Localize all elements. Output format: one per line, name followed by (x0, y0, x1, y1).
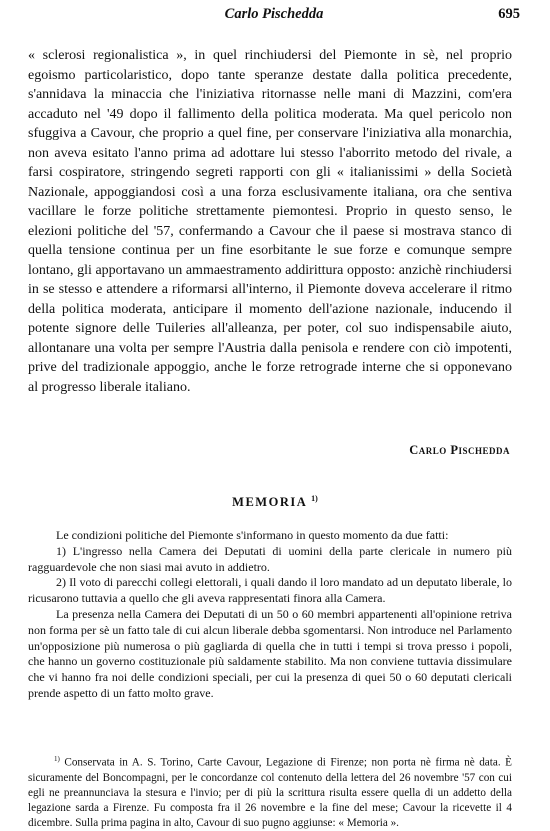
running-title: Carlo Pischedda (224, 6, 324, 22)
footnote-marker: 1) (54, 755, 60, 763)
memo-paragraph: Le condizioni politiche del Piemonte s'informano in questo momento da due fatti: (56, 528, 449, 542)
footnote-paragraph (28, 752, 512, 831)
memo-paragraph: 1) L'ingresso nella Camera dei Deputati di uomini della parte clericale in numero più ragguardevole che non siasi mai avuto in addietro. (28, 543, 512, 574)
memo-heading (0, 494, 550, 510)
body-paragraph: « sclerosi regionalistica », in quel rinchiudersi del Piemonte in sè, nel proprio egoismo particolaristico, dopo tante speranze destate dalla politica precedente, s'annidava la minaccia che l'iniziativa ritornasse nelle mani di Mazzini, com'era accaduto nel '49 dopo il fallimento della politica moderata. Ma quel pericolo non sfuggiva a Cavour, che proprio a quel fine, per conservare l'iniziativa alla monarchia, non aveva esitato l'anno prima ad adottare lui stesso l'aborrito metodo del rivale, a farsi cospiratore, stringendo segreti rapporti con gli « italianissimi » della Società Nazionale, appoggiandosi così a una forza esclusivamente italiana, ora che sentiva vacillare le forze politiche strettamente piemontesi. Proprio in questo senso, le elezioni politiche del '57, confermando a Cavour che il paese si mostrava stanco di quella tensione continua per un fine esorbitante le sue forze e comunque sempre lontano, gli apportavano un ammaestramento addirittura opposto: anzichè rinchiudersi in se stesso e attendere a riformarsi all'interno, il Piemonte doveva accelerare il ritmo della politica moderata, anticipare il momento dell'azione nazionale, inducendo il potente signore delle Tuileries all'alleanza, per poter, col suo indispensabile aiuto, allontanare una volta per sempre l'Austria dalla penisola e rendere con ciò impotenti, prive del tradizionale appoggio, anche le forze retrograde interne che si opponevano al progresso liberale italiano. (28, 48, 512, 395)
page-number: 695 (498, 6, 520, 22)
author-signature: Carlo Pischedda (409, 443, 510, 457)
footnote-reference: 1) (311, 494, 318, 503)
memo-text (28, 528, 512, 702)
footnote-text: Conservata in A. S. Torino, Carte Cavour, Legazione di Firenze; non porta nè firma nè data. È sicuramente del Boncompagni, per le concordanze col contenuto della lettera del 26 novembre '57 con cui egli ne preannunciava la stesura e l'invio; per di più la scrittura risulta essere quella di un addetto della legazione sarda a Firenze. Fu composta fra il 26 novembre e la fine del mese; Cavour la ricevette il 4 dicembre. Sulla prima pagina in alto, Cavour di suo pugno aggiunse: « Memoria ». (28, 756, 512, 829)
memo-heading-text: MEMORIA (232, 495, 307, 510)
page-header (28, 6, 520, 26)
footnote (28, 752, 512, 831)
memo-paragraph: La presenza nella Camera dei Deputati di un 50 o 60 membri appartenenti all'opinione retriva non forma per sè un fatto tale di cui alcun liberale debba sgomentarsi. Non introduce nel Parlamento un'opposizione più numerosa o più gagliarda di quella che in tutti i tempi si trova presso i popoli, che hanno un governo costituzionale più saldamente stabilito. Ma non conviene tuttavia dissimulare che vi hanno fra noi delle condizioni speciali, per cui la presenza di quei 50 o 60 deputati clericali prende aspetto di un fatto molto grave. (28, 606, 512, 700)
memo-paragraph: 2) Il voto di parecchi collegi elettorali, i quali dando il loro mandato ad un deputato liberale, lo ricusarono tuttavia a quello che gli aveva rappresentati finora alla Camera. (28, 575, 512, 606)
